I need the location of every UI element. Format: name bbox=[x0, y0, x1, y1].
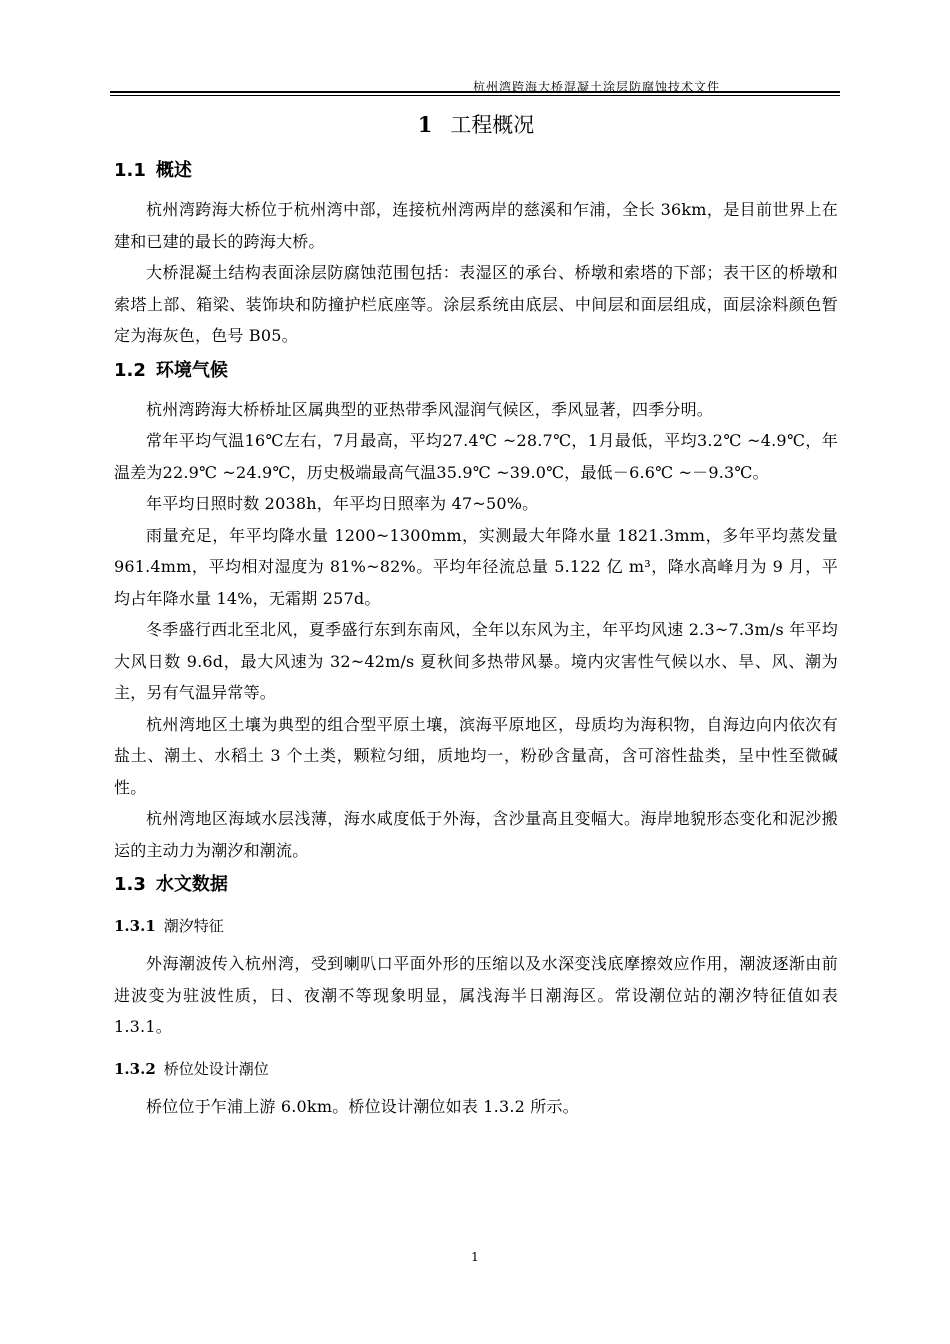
chapter-title bbox=[114, 108, 838, 142]
chapter-number: 1 bbox=[417, 112, 433, 137]
chapter-title-text: 工程概况 bbox=[450, 113, 535, 137]
section-title: 概述 bbox=[155, 160, 192, 181]
subsection-title: 潮汐特征 bbox=[163, 917, 224, 935]
paragraph: 杭州湾跨海大桥位于杭州湾中部，连接杭州湾两岸的慈溪和乍浦，全长 36km，是目前世界上在建和已建的最长的跨海大桥。 bbox=[114, 200, 838, 251]
subsection-heading-1-3-1 bbox=[114, 912, 838, 940]
paragraph: 冬季盛行西北至北风，夏季盛行东到东南风，全年以东风为主，年平均风速 2.3~7.3m/s 年平均大风日数 9.6d，最大风速为 32~42m/s 夏秋间多热带风暴。境内灾害性气候以水、旱、风、潮为主，另有气温异常等。 bbox=[114, 620, 838, 702]
section-number: 1.3 bbox=[114, 874, 146, 895]
section-heading-1-1 bbox=[114, 156, 838, 186]
paragraph: 外海潮波传入杭州湾，受到喇叭口平面外形的压缩以及水深变浅底摩擦效应作用，潮波逐渐由前进波变为驻波性质，日、夜潮不等现象明显，属浅海半日潮海区。常设潮位站的潮汐特征值如表 1.3.1。 bbox=[114, 954, 838, 1036]
subsection-title: 桥位处设计潮位 bbox=[163, 1059, 269, 1078]
section-number: 1.1 bbox=[114, 160, 146, 181]
section-heading-1-3 bbox=[114, 870, 838, 900]
subsection-number: 1.3.2 bbox=[114, 1059, 156, 1078]
header-rule-thin bbox=[110, 95, 840, 96]
paragraph: 雨量充足，年平均降水量 1200~1300mm，实测最大年降水量 1821.3mm，多年平均蒸发量 961.4mm，平均相对湿度为 81%~82%。平均年径流总量 5.122 亿 m³，降水高峰月为 9 月，平均占年降水量 14%，无霜期 257d。 bbox=[114, 525, 838, 608]
document-body bbox=[114, 108, 838, 1122]
paragraph: 桥位位于乍浦上游 6.0km。桥位设计潮位如表 1.3.2 所示。 bbox=[146, 1096, 579, 1116]
page-number: 1 bbox=[471, 1250, 479, 1264]
paragraph: 大桥混凝土结构表面涂层防腐蚀范围包括：表湿区的承台、桥墩和索塔的下部；表干区的桥墩和索塔上部、箱梁、装饰块和防撞护栏底座等。涂层系统由底层、中间层和面层组成，面层涂料颜色暂定为海灰色，色号 B05。 bbox=[114, 263, 838, 345]
section-title: 水文数据 bbox=[155, 874, 228, 895]
paragraph: 杭州湾跨海大桥桥址区属典型的亚热带季风湿润气候区，季风显著，四季分明。 bbox=[146, 399, 714, 419]
paragraph: 常年平均气温16℃左右，7月最高，平均27.4℃ ~28.7℃，1月最低，平均3.2℃ ~4.9℃，年温差为22.9℃ ~24.9℃，历史极端最高气温35.9℃ ~39.0℃，最低－6.6℃ ~－9.3℃。 bbox=[114, 431, 838, 482]
paragraph: 杭州湾地区土壤为典型的组合型平原土壤，滨海平原地区，母质均为海积物，自海边向内依次有盐土、潮土、水稻土 3 个土类，颗粒匀细，质地均一，粉砂含量高，含可溶性盐类，呈中性至微碱性。 bbox=[114, 714, 838, 797]
subsection-heading-1-3-2 bbox=[114, 1055, 838, 1083]
section-heading-1-2 bbox=[114, 356, 838, 386]
section-title: 环境气候 bbox=[155, 359, 228, 381]
paragraph: 杭州湾地区海域水层浅薄，海水咸度低于外海，含沙量高且变幅大。海岸地貌形态变化和泥沙搬运的主动力为潮汐和潮流。 bbox=[114, 809, 838, 860]
header-rule bbox=[110, 91, 840, 93]
section-number: 1.2 bbox=[114, 359, 146, 381]
running-header: 杭州湾跨海大桥混凝土涂层防腐蚀技术文件 bbox=[472, 80, 720, 94]
subsection-number: 1.3.1 bbox=[114, 917, 156, 935]
paragraph: 年平均日照时数 2038h，年平均日照率为 47~50%。 bbox=[146, 494, 539, 513]
